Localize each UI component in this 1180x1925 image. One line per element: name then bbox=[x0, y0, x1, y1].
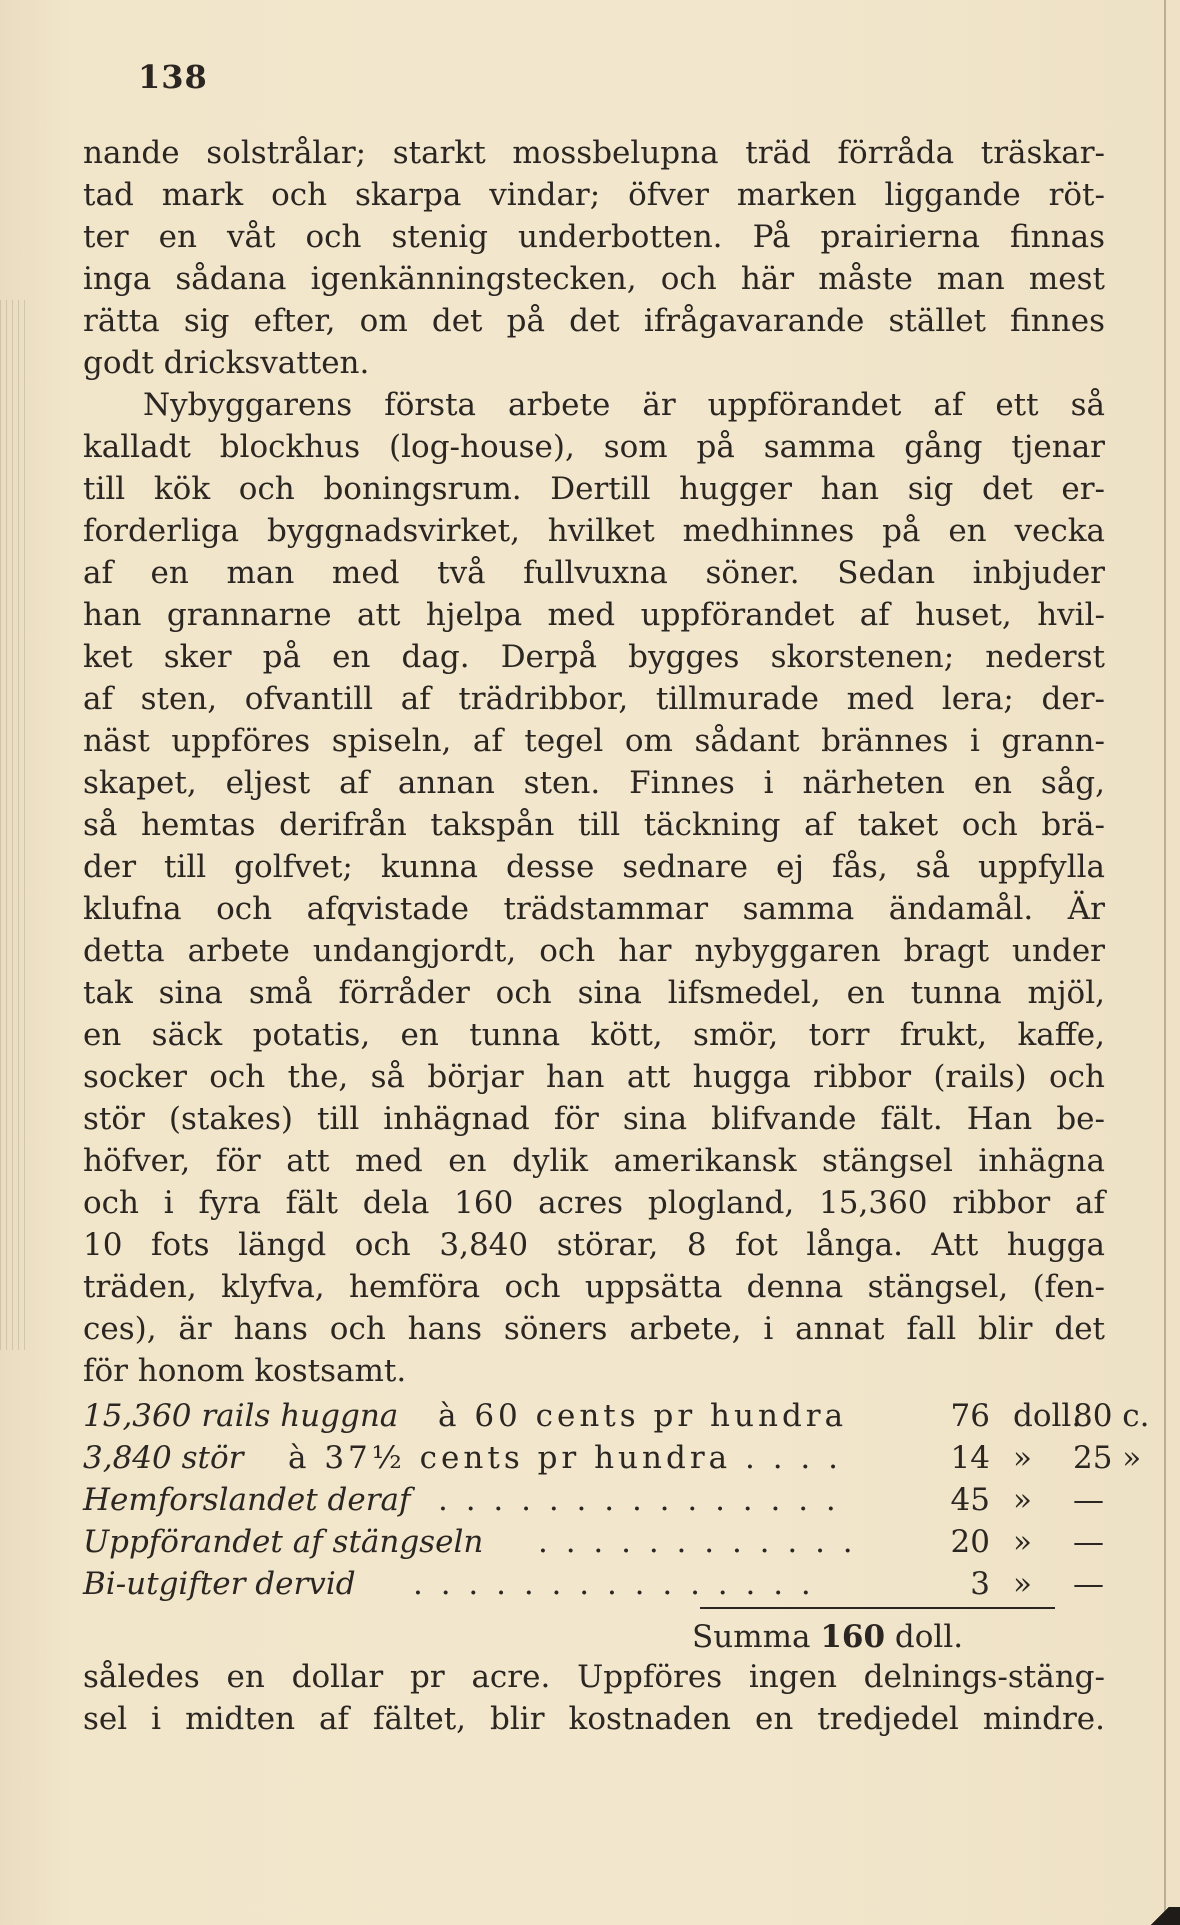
cost-cents: 25 » bbox=[1073, 1440, 1142, 1476]
cost-cents: — bbox=[1073, 1566, 1104, 1602]
cost-row bbox=[83, 1563, 1105, 1605]
text-line: kalladt blockhus (log-house), som på samma gång tjenar bbox=[83, 429, 1105, 465]
text-line: Nybyggarens första arbete är uppförandet af ett så bbox=[143, 387, 1105, 423]
summa-label: Summa bbox=[692, 1619, 811, 1655]
cost-unit: » bbox=[1013, 1482, 1032, 1518]
body-text bbox=[83, 132, 1105, 1392]
binding-gutter bbox=[0, 300, 30, 1350]
text-line: ces), är hans och hans söners arbete, i annat fall blir det bbox=[83, 1311, 1105, 1347]
cost-dollars: 14 bbox=[950, 1440, 990, 1476]
cost-unit: » bbox=[1013, 1440, 1032, 1476]
text-line: der till golfvet; kunna desse sednare ej fås, så uppfylla bbox=[83, 849, 1105, 885]
summa-value: 160 bbox=[820, 1619, 886, 1655]
page-number: 138 bbox=[138, 58, 208, 96]
text-line: nande solstrålar; starkt mossbelupna träd förråda träskar- bbox=[83, 135, 1105, 171]
cost-unit: doll. bbox=[1013, 1398, 1082, 1434]
cost-label: 3,840 stör bbox=[83, 1440, 244, 1476]
cost-table bbox=[83, 1395, 1150, 1605]
text-line: för honom kostsamt. bbox=[83, 1353, 407, 1389]
cost-cents: — bbox=[1073, 1524, 1104, 1560]
text-line: han grannarne att hjelpa med uppförandet af huset, hvil- bbox=[83, 597, 1105, 633]
cost-row bbox=[83, 1521, 1105, 1563]
text-line: forderliga byggnadsvirket, hvilket medhinnes på en vecka bbox=[83, 513, 1105, 549]
text-line: stör (stakes) till inhägnad för sina blifvande fält. Han be- bbox=[83, 1101, 1105, 1137]
text-line: således en dollar pr acre. Uppföres ingen delnings-stäng- bbox=[83, 1659, 1105, 1695]
text-line: af en man med två fullvuxna söner. Sedan inbjuder bbox=[83, 555, 1105, 591]
cost-label: Uppförandet af stängseln bbox=[83, 1524, 484, 1560]
text-line: till kök och boningsrum. Dertill hugger han sig det er- bbox=[83, 471, 1105, 507]
cost-dollars: 3 bbox=[970, 1566, 990, 1602]
text-line: ket sker på en dag. Derpå bygges skorstenen; nederst bbox=[83, 639, 1105, 675]
cost-label: 15,360 rails huggna bbox=[83, 1398, 399, 1434]
text-line: skapet, eljest af annan sten. Finnes i närheten en såg, bbox=[83, 765, 1105, 801]
text-line: tak sina små förråder och sina lifsmedel, en tunna mjöl, bbox=[83, 975, 1105, 1011]
text-line: tad mark och skarpa vindar; öfver marken liggande röt- bbox=[83, 177, 1105, 213]
cost-row bbox=[83, 1479, 1105, 1521]
cost-dollars: 45 bbox=[950, 1482, 990, 1518]
cost-cents: — bbox=[1073, 1482, 1104, 1518]
text-line: en säck potatis, en tunna kött, smör, torr frukt, kaffe, bbox=[83, 1017, 1105, 1053]
text-line: 10 fots längd och 3,840 störar, 8 fot långa. Att hugga bbox=[83, 1227, 1105, 1263]
text-line: träden, klyfva, hemföra och uppsätta denna stängsel, (fen- bbox=[83, 1269, 1105, 1305]
cost-detail: . . . . . . . . . . . . bbox=[538, 1524, 857, 1560]
page-edge bbox=[1164, 0, 1166, 1925]
cost-label: Hemforslandet deraf bbox=[83, 1482, 411, 1518]
text-line: klufna och afqvistade trädstammar samma ändamål. Är bbox=[83, 891, 1105, 927]
sum-rule bbox=[700, 1607, 1055, 1609]
text-line: af sten, ofvantill af trädribbor, tillmurade med lera; der- bbox=[83, 681, 1105, 717]
cost-row bbox=[83, 1437, 1142, 1479]
cost-dollars: 76 bbox=[950, 1398, 990, 1434]
cost-detail: à 60 cents pr hundra bbox=[438, 1398, 848, 1434]
text-line: detta arbete undangjordt, och har nybyggaren bragt under bbox=[83, 933, 1105, 969]
cost-unit: » bbox=[1013, 1524, 1032, 1560]
cost-label: Bi-utgifter dervid bbox=[83, 1566, 356, 1602]
cost-dollars: 20 bbox=[950, 1524, 990, 1560]
corner-mark bbox=[1140, 1907, 1180, 1925]
summa-line bbox=[692, 1616, 963, 1658]
cost-detail: à 37½ cents pr hundra . . . . bbox=[288, 1440, 842, 1476]
text-line: höfver, för att med en dylik amerikansk stängsel inhägna bbox=[83, 1143, 1105, 1179]
cost-detail: . . . . . . . . . . . . . . . bbox=[413, 1566, 815, 1602]
cost-unit: » bbox=[1013, 1566, 1032, 1602]
text-line: sel i midten af fältet, blir kostnaden en tredjedel mindre. bbox=[83, 1701, 1105, 1737]
text-line: socker och the, så börjar han att hugga ribbor (rails) och bbox=[83, 1059, 1105, 1095]
closing-text bbox=[83, 1656, 1105, 1740]
summa-unit: doll. bbox=[894, 1619, 964, 1655]
text-line: godt dricksvatten. bbox=[83, 345, 370, 381]
cost-row bbox=[83, 1395, 1150, 1437]
text-line: rätta sig efter, om det på det ifrågavarande stället finnes bbox=[83, 303, 1105, 339]
cost-cents: 80 c. bbox=[1073, 1398, 1150, 1434]
text-line: inga sådana igenkänningstecken, och här måste man mest bbox=[83, 261, 1105, 297]
text-line: näst uppföres spiseln, af tegel om sådant brännes i grann- bbox=[83, 723, 1105, 759]
text-line: och i fyra fält dela 160 acres plogland, 15,360 ribbor af bbox=[83, 1185, 1105, 1221]
text-line: ter en våt och stenig underbotten. På prairierna finnas bbox=[83, 219, 1105, 255]
cost-detail: . . . . . . . . . . . . . . . bbox=[438, 1482, 840, 1518]
text-line: så hemtas derifrån takspån till täckning af taket och brä- bbox=[83, 807, 1105, 843]
